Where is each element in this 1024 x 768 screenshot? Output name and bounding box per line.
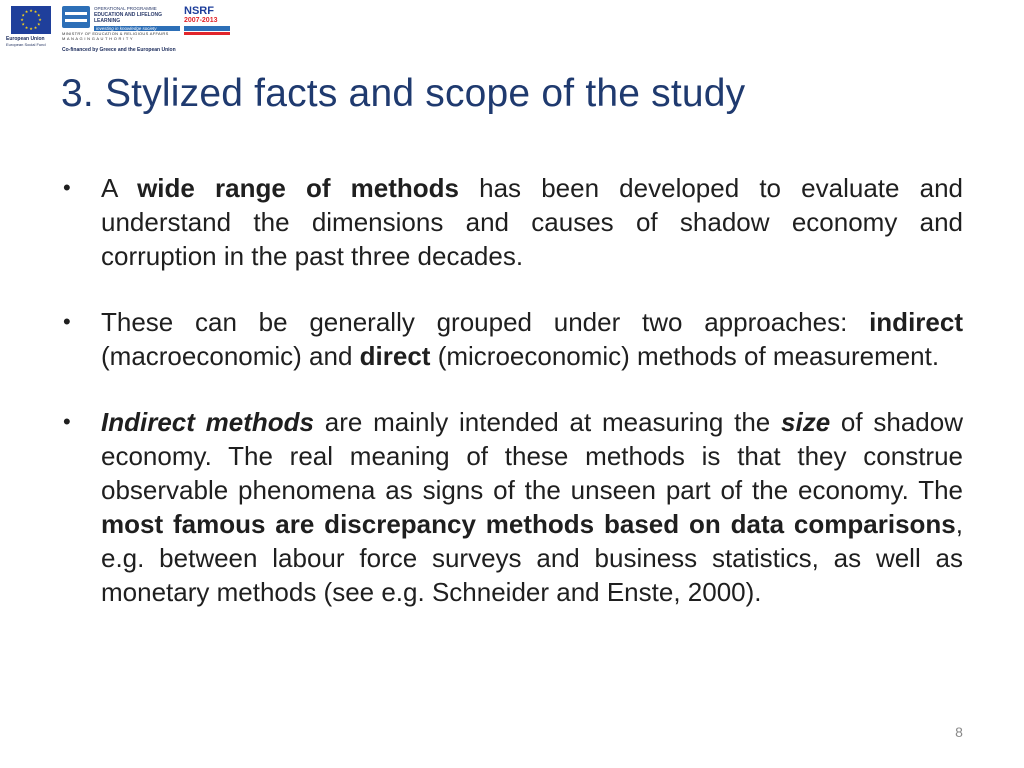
bullet-bold: indirect: [869, 307, 963, 337]
nsrf-title: NSRF: [184, 5, 214, 17]
bullet-bold: wide range of methods: [137, 173, 459, 203]
eu-flag-icon: [11, 6, 51, 34]
svg-text:★: ★: [24, 24, 29, 30]
op-line2: EDUCATION AND LIFELONG LEARNING: [94, 11, 163, 24]
bullet-text: (microeconomic) methods of measurement.: [430, 341, 940, 371]
bullet-item-methods: [101, 171, 963, 273]
bullet-bold-italic: Indirect methods: [101, 407, 315, 437]
bullet-text: has been developed to evaluate and understand the dimensions and causes of shadow economy and corruption in the past three decades.: [101, 173, 963, 271]
op-tagline: investing in knowledge society: [94, 26, 180, 32]
op-ministry: MINISTRY OF EDUCATION & RELIGIOUS AFFAIRS: [62, 31, 169, 36]
slide-title: 3. Stylized facts and scope of the study: [61, 72, 746, 115]
eu-sublabel: European Social Fund: [6, 42, 46, 47]
operational-programme-logo: [62, 6, 182, 54]
bullet-text: are mainly intended at measuring the: [314, 407, 782, 437]
eu-logo-text: [6, 36, 60, 48]
svg-text:★: ★: [37, 21, 41, 27]
logo-strip: [6, 4, 234, 54]
eu-label: European Union: [6, 36, 45, 42]
op-line1: OPERATIONAL PROGRAMME: [94, 6, 157, 11]
nsrf-logo: [184, 6, 230, 42]
page-number: 8: [955, 724, 963, 740]
svg-text:★: ★: [21, 21, 25, 27]
op-ministry-block: [62, 31, 182, 41]
svg-text:★: ★: [24, 9, 29, 15]
bullet-bold-italic: size: [781, 407, 831, 437]
bullet-text: of shadow economy. The real meaning of these methods is that they construe observable phenomena as signs of the unseen part of the economy. The: [101, 407, 963, 505]
eu-logo: [6, 4, 56, 54]
bullet-text: (macroeconomic) and: [101, 341, 360, 371]
op-logo-text: [94, 6, 180, 31]
bullet-text: These can be generally grouped under two approaches:: [101, 307, 870, 337]
op-emblem-icon: [62, 6, 90, 28]
bullet-bold: direct: [359, 341, 431, 371]
bullet-item-approaches: [101, 305, 963, 373]
svg-text:★: ★: [38, 17, 42, 22]
cofinanced-text: Co-financed by Greece and the European Union: [62, 47, 176, 53]
svg-text:★: ★: [37, 12, 41, 18]
bullet-list: [101, 171, 963, 641]
svg-text:★: ★: [33, 9, 38, 15]
bullet-text: , e.g. between labour force surveys and business statistics, as well as monetary methods (see e.g. Schneider and Enste, 2000).: [101, 509, 963, 607]
bullet-text: A: [101, 173, 138, 203]
nsrf-bar-alt-icon: [184, 32, 230, 35]
svg-text:★: ★: [29, 8, 33, 13]
bullet-bold: most famous are discrepancy methods based on data comparisons: [101, 509, 956, 539]
nsrf-years: 2007-2013: [184, 17, 218, 24]
op-authority: M A N A G I N G A U T H O R I T Y: [62, 36, 133, 41]
nsrf-bar-icon: [184, 26, 230, 31]
svg-text:★: ★: [33, 24, 38, 30]
svg-text:★: ★: [21, 12, 25, 18]
svg-text:★: ★: [20, 17, 24, 22]
svg-text:★: ★: [29, 26, 33, 31]
bullet-item-indirect-methods: [101, 405, 963, 609]
